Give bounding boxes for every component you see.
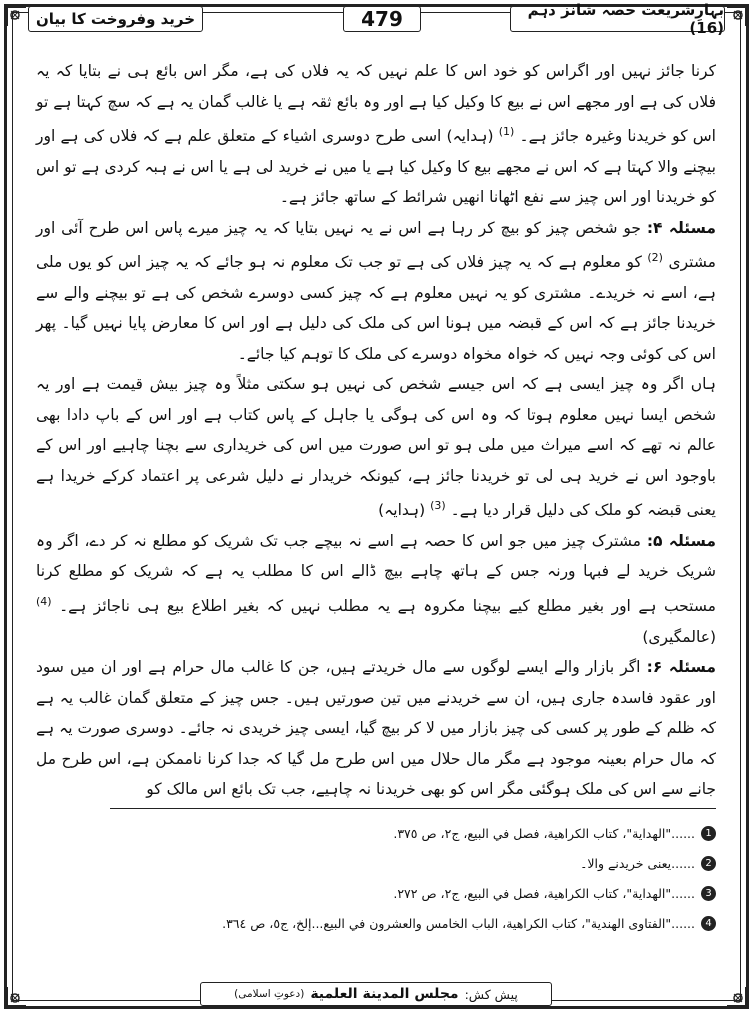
chapter-title: خرید وفروخت کا بیان [28, 6, 203, 32]
page-header [28, 1, 725, 37]
paragraph [36, 213, 716, 370]
masla-label: مسئلہ ۵: [646, 531, 716, 550]
main-text [36, 56, 716, 805]
paragraph-tail: (عالمگیری) [642, 627, 716, 646]
footnote-number: 2 [701, 856, 716, 871]
masla-label: مسئلہ ۶: [646, 658, 716, 677]
footer-sub: (دعوتِ اسلامی) [234, 988, 305, 1000]
paragraph-tail: (ہدایہ) اسی طرح دوسری اشیاء کے متعلق علم ہے کہ فلاں کی ہے اور بیچنے والا کہتا ہے کہ اس نے مجھے بیع کا وکیل کیا ہے یا میں نے خرید لی ہے یا اس نے ہبہ کردی ہے تو اس کو خریدنا اور اس چیز سے نفع اٹھانا انھیں شرائط کے ساتھ جائز ہے۔ [36, 127, 716, 207]
paragraph-tail: (ہدایہ) [378, 501, 426, 520]
footnote-separator [110, 808, 716, 809]
paragraph [36, 526, 716, 652]
footnote-number: 3 [701, 886, 716, 901]
footnotes [36, 818, 716, 938]
book-title: بہارِشریعت حصہ شانز دہم (16) [510, 6, 725, 32]
page-number: 479 [343, 6, 421, 32]
paragraph-text: کرنا جائز نہیں اور اگراس کو خود اس کا علم نہیں کہ یہ فلاں کی ہے، مگر اس بائع ہی نے بتایا کہ یہ فلاں کی ہے اور مجھے اس نے بیع کا وکیل کیا ہے اور وہ بائع ثقہ ہے یا غالب گمان یہ ہے کہ سچ کہتا ہے تو اس کو خریدنا وغیرہ جائز ہے۔ [36, 62, 716, 146]
footnote-ref: (4) [36, 594, 52, 608]
masla-label: مسئلہ ۴: [646, 218, 716, 237]
footnote-ref: (2) [647, 251, 663, 265]
footer-org: مجلس المدينة العلمية [310, 986, 459, 1002]
paragraph [36, 56, 716, 213]
footnote-item [36, 908, 716, 938]
footnote-ref: (3) [430, 499, 446, 513]
footnote-text: ......"الهداية"، كتاب الكراهية، فصل في البيع، ج٢، ص ٢٧٢. [393, 885, 695, 901]
footnote-text: ......"الفتاوى الهندية"، كتاب الكراهية، الباب الخامس والعشرون في البيع...إلخ، ج٥، ص ٣٦٤. [222, 915, 695, 931]
footnote-text: ......"الهداية"، كتاب الكراهية، فصل في البيع، ج٢، ص ٣٧٥. [393, 825, 695, 841]
footnote-item [36, 818, 716, 848]
footnote-item [36, 848, 716, 878]
paragraph [36, 652, 716, 805]
paragraph-text: ہاں اگر وہ چیز ایسی ہے کہ اس جیسے شخص کی نہیں ہو سکتی مثلاً وہ چیز بیش قیمت ہے اور یہ شخص ایسا نہیں معلوم ہوتا کہ وہ اس کی ہوگی یا جاہل کے پاس کتاب ہے اور اس کے باپ دادا بھی عالم نہ تھے کہ اسے میراث میں ملی ہو تو اس صورت میں اس کی خریداری سے بچنا چاہیے اور اس کے باوجود اس نے خرید ہی لی تو خریدنا جائز ہے، کیونکہ خریدار نے دلیل شرعی پر اعتماد کرکے خریدا ہے یعنی قبضہ کو ملک کی دلیل قرار دیا ہے۔ [36, 375, 716, 520]
footnote-number: 4 [701, 916, 716, 931]
paragraph-text: جو شخص چیز کو بیچ کر رہا ہے اس نے یہ نہیں بتایا کہ یہ چیز میرے پاس اس طرح آئی اور مشتری [36, 218, 716, 272]
paragraph-text: مشترک چیز میں جو اس کا حصہ ہے اسے نہ بیچے جب تک شریک کو مطلع نہ کر دے، اگر وہ شریک خرید لے فبہا ورنہ جس کے ہاتھ چاہے بیچ ڈالے اس کا مطلب یہ ہے کہ شریک کو مطلع کرنا مستحب ہے اور بغیر مطلع کیے بیچنا مکروہ ہے یہ مطلب نہیں کہ بغیر اطلاع بیع ہی ناجائز ہے۔ [36, 531, 716, 616]
footnote-number: 1 [701, 826, 716, 841]
corner-ornament-icon [725, 985, 751, 1011]
footer-presenter: پیش کش: [464, 986, 518, 1002]
page-footer [200, 982, 552, 1006]
corner-ornament-icon [725, 2, 751, 28]
footnote-ref: (1) [498, 125, 515, 138]
paragraph-tail: کو معلوم ہے کہ یہ چیز فلاں کی ہے تو جب تک معلوم نہ ہو جائے کہ یہ چیز اس کو یوں ملی ہے، اسے نہ خریدے۔ مشتری کو یہ نہیں معلوم ہے کہ چیز کسی دوسرے شخص کی ہے تو بیچنے والے سے خریدنا جائز ہے کہ اس کے قبضہ میں ہونا اس کی ملک کی دلیل ہے اور اس کا معارض پایا نہیں گیا۔ پھر اس کی کوئی وجہ نہیں کہ خواہ مخواہ دوسرے کی ملک کا توہم کیا جائے۔ [36, 253, 716, 363]
footnote-item [36, 878, 716, 908]
footnote-text: ......یعنی خریدنے والا۔ [580, 855, 695, 871]
corner-ornament-icon [2, 985, 28, 1011]
paragraph-text: اگر بازار والے ایسے لوگوں سے مال خریدتے ہیں، جن کا غالب مال حرام ہے اور ان میں سود اور عقود فاسدہ جاری ہیں، ان سے خریدنے میں تین صورتیں ہیں۔ جس چیز کے متعلق گمان غالب یہ ہے کہ ظلم کے طور پر کسی کی چیز بازار میں لا کر بیچ گیا، ایسی چیز خریدی نہ جائے۔ دوسری صورت یہ ہے کہ مال حرام بعینہ موجود ہے مگر مال حلال میں اس طرح مل گیا کہ جدا کرنا ناممکن ہے، اس طرح مل جانے سے اس کی ملک ہوگئی مگر اس کو بھی خریدنا نہ چاہیے، جب تک بائع اس مالک کو [36, 658, 716, 799]
paragraph [36, 369, 716, 526]
corner-ornament-icon [2, 2, 28, 28]
